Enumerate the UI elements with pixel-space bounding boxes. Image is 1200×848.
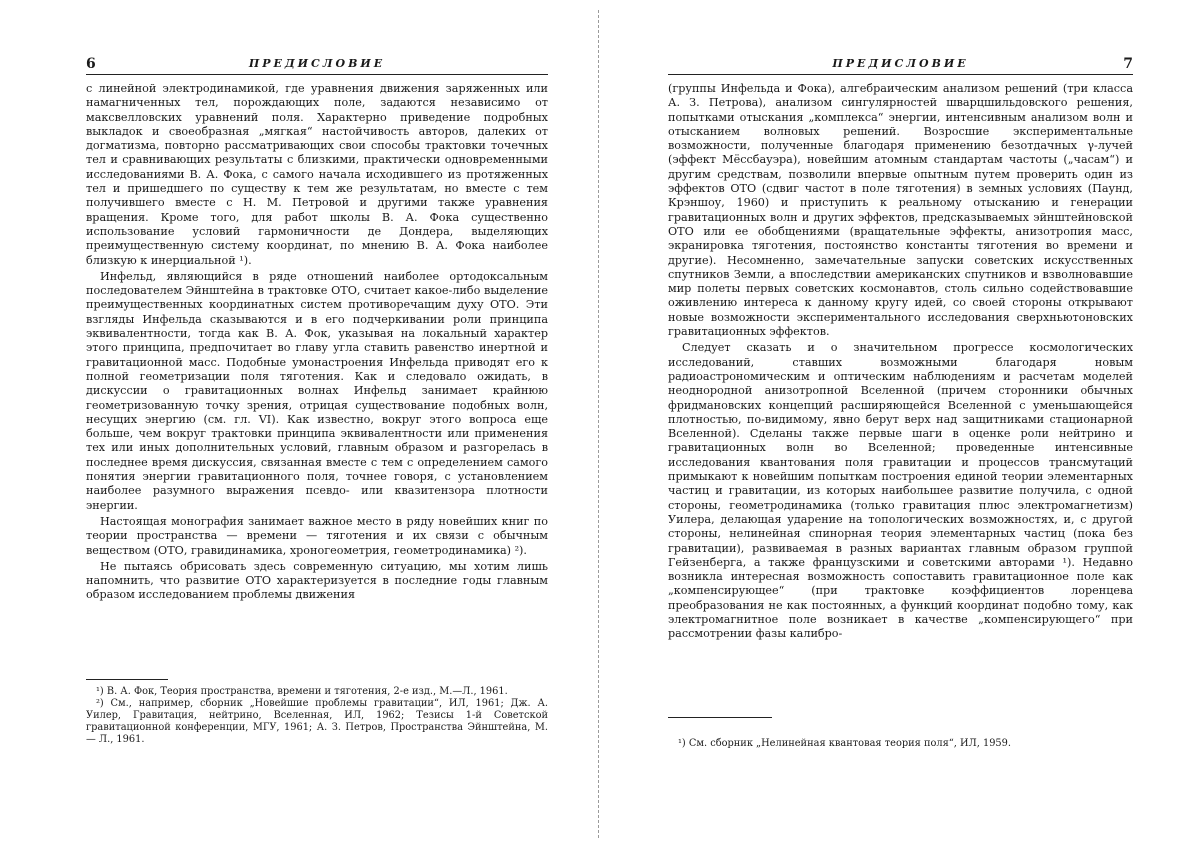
paragraph: с линейной электродинамикой, где уравнения движения заряженных или намагниченных тел, порождающих поле, задаются независимо от максвелловских уравнений поля. Характерно приведение подробных выкладок и своеобразная „мягкая“ настойчивость авторов, далеких от догматизма, повторно рассматривающих свои способы трактовки точечных тел и сравнивающих результаты с близкими, практически одновременными исследованиями В. А. Фока, с самого начала исходившего из протяженных тел и пришедшего по существу к тем же результатам, но вместе с тем получившего вместе с Н. М. Петровой и другими также уравнения вращения. Кроме того, для работ школы В. А. Фока существенно использование условий гармоничности де Дондера, выделяющих преимущественную систему координат, по мнению В. А. Фока наиболее близкую к инерциальной ¹). — [86, 82, 548, 267]
page-number: 7 — [1123, 56, 1133, 72]
paragraph: Настоящая монография занимает важное место в ряду новейших книг по теории пространства — времени — тяготения и их связи с обычным веществом (ОТО, гравидинамика, хроногеометрия, геометродинамика) ²). — [86, 514, 548, 557]
paragraph: (группы Инфельда и Фока), алгебраическим анализом решений (три класса А. З. Петрова), анализом сингулярностей шварцшильдовского решения, попытками отыскания „комплекса“ энергии, интенсивным анализом волн и отысканием волновых решений. Возросшие экспериментальные возможности, полученные благодаря применению безотдачных γ-лучей (эффект Мёссбауэра), новейшим атомным стандартам частоты („часам“) и другим средствам, позволили впервые опытным путем проверить один из эффектов ОТО (сдвиг частот в поле тяготения) в земных условиях (Паунд, Крэншоу, 1960) и приступить к реальному отысканию и генерации гравитационных волн и других эффектов, предсказываемых эйнштейновской ОТО или ее обобщениями (вращательные эффекты, анизотропия масс, экранировка тяготения, постоянство константы тяготения во времени и другие). Несомненно, замечательные запуски советских искусственных спутников Земли, а впоследствии американских спутников и взволновавшие мир полеты первых советских космонавтов, столь сильно содействовавшие оживлению интереса к данному кругу идей, со своей стороны открывают новые возможности экспериментального исследования сверхньютоновских гравитационных эффектов. — [668, 82, 1133, 339]
footnote-rule — [86, 679, 168, 680]
paragraph: Следует сказать и о значительном прогрессе космологических исследований, ставших возможными благодаря новым радиоастрономическим и оптическим наблюдениям и расчетам моделей неоднородной анизотропной Вселенной (причем сторонники обычных фридмановских концепций расширяющейся Вселенной с уменьшающейся плотностью, по-видимому, явно берут верх над защитниками стационарной Вселенной). Сделаны также первые шаги в оценке роли нейтрино и гравитационных волн во Вселенной; проведенные интенсивные исследования квантования поля гравитации и процессов трансмутаций примыкают к новейшим попыткам построения единой теории элементарных частиц и гравитации, из которых наибольшее развитие получила, с одной стороны, геометродинамика (только гравитация плюс электромагнетизм) Уилера, делающая ударение на топологических возможностях, и, с другой стороны, нелинейная спинорная теория элементарных частиц (пока без гравитации), развиваемая в разных вариантах главным образом группой Гейзенберга, а также французскими и советскими авторами ¹). Недавно возникла интересная возможность сопоставить гравитационное поле как „компенсирующее“ (при трактовке коэффициентов лоренцева преобразования не как постоянных, а функций координат подобно тому, как электромагнитное поле возникает в качестве „компенсирующего“ при рассмотрении фазы калибро- — [668, 341, 1133, 641]
footnotes — [86, 686, 548, 746]
body-text — [86, 82, 548, 603]
footnote-rule — [668, 717, 772, 718]
footnote: ¹) См. сборник „Нелинейная квантовая теория поля“, ИЛ, 1959. — [678, 738, 1012, 749]
running-head-title: ПРЕДИСЛОВИЕ — [248, 57, 386, 70]
paragraph: Не пытаясь обрисовать здесь современную ситуацию, мы хотим лишь напомнить, что развитие ОТО характеризуется в последние годы главным образом исследованием проблемы движения — [86, 559, 548, 602]
paragraph: Инфельд, являющийся в ряде отношений наиболее ортодоксальным последователем Эйнштейна в трактовке ОТО, считает какое-либо выделение преимущественных координатных систем противоречащим духу ОТО. Эти взгляды Инфельда сказываются и в его подчеркивании роли принципа эквивалентности, тогда как В. А. Фок, указывая на локальный характер этого принципа, предпочитает во главу угла ставить равенство инертной и гравитационной масс. Подобные умонастроения Инфельда приводят его к полной геометризации поля тяготения. Как и следовало ожидать, в дискуссии о гравитационных волнах Инфельд занимает крайнюю геометризованную точку зрения, отрицая существование подобных волн, несущих энергию (см. гл. VI). Как известно, вокруг этого вопроса еще больше, чем вокруг трактовки принципа эквивалентности или применения тех или иных дополнительных условий, главным образом и разгорелась в последнее время дискуссия, связанная вместе с тем с определением самого понятия энергии гравитационного поля, точнее говоря, с установлением наиболее разумного выражения псевдо- или квазитензора плотности энергии. — [86, 269, 548, 512]
page-number: 6 — [86, 56, 96, 72]
running-head — [668, 58, 1133, 75]
body-text — [668, 82, 1133, 642]
footnotes — [668, 738, 1133, 750]
footnote: ²) См., например, сборник „Новейшие проблемы гравитации“, ИЛ, 1961; Дж. А. Уилер, Гравитация, нейтрино, Вселенная, ИЛ, 1962; Тезисы 1-й Советской гравитационной конференции, МГУ, 1961; А. З. Петров, Пространства Эйнштейна, М. — Л., 1961. — [86, 698, 548, 745]
page-gutter — [598, 10, 599, 838]
running-head-title: ПРЕДИСЛОВИЕ — [832, 57, 969, 70]
footnote: ¹) В. А. Фок, Теория пространства, времени и тяготения, 2-е изд., М.—Л., 1961. — [96, 686, 508, 697]
running-head — [86, 58, 548, 75]
